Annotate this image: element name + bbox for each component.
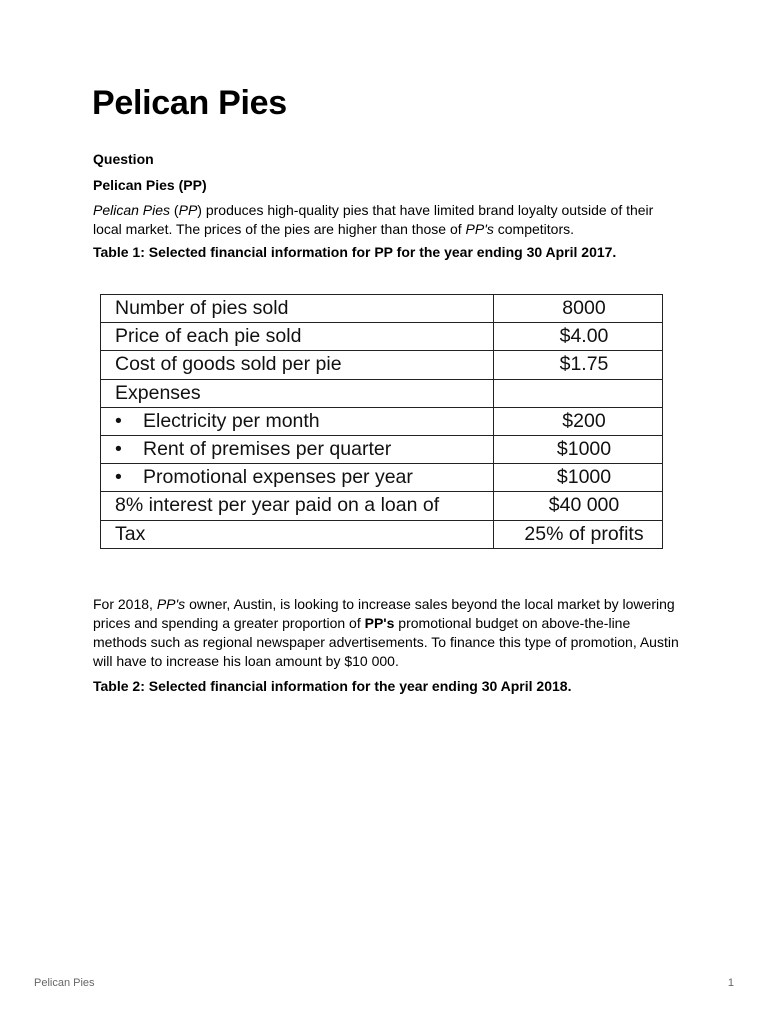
table-cell-value: $1000 [494,464,663,492]
table-cell-label [101,351,494,379]
row-label: Tax [115,522,146,545]
para2-pps-italic: PP's [156,596,186,612]
table-cell-label [101,435,494,463]
table2-caption: Table 2: Selected financial information for the year ending 30 April 2018. [93,678,572,694]
para2-text-2: owner, Austin, is looking to increase sales beyond the local market by lowering prices and spending a greater proportion of [93,596,675,631]
table1-caption: Table 1: Selected financial information for PP for the year ending 30 April 2017. [93,244,617,260]
table-cell-value: 25% of profits [494,520,663,548]
para2-text-3: promotional budget on above-the-line methods such as regional newspaper advertisements. To finance this type of promotion, Austin will have to increase his loan amount by $10 000. [93,615,679,669]
case-subheading: Pelican Pies (PP) [93,177,207,193]
page-title: Pelican Pies [92,84,287,122]
table-row [101,379,663,407]
table-row [101,492,663,520]
intro-open-paren: ( [170,202,179,218]
row-label: Rent of premises per quarter [143,438,392,461]
table-cell-label [101,492,494,520]
row-label: Price of each pie sold [115,325,302,348]
table-cell-value: $200 [494,407,663,435]
table-cell-label [101,379,494,407]
bullet-icon: • [115,409,122,432]
table-cell-label [101,295,494,323]
table-cell-value: $1.75 [494,351,663,379]
para2-text-1: For 2018, [93,596,157,612]
table-row [101,323,663,351]
intro-text-1: ) produces high-quality pies that have limited brand loyalty outside of their local market. The prices of the pies are higher than those of [93,202,654,237]
intro-paragraph [93,201,683,239]
table-cell-value: $40 000 [494,492,663,520]
intro-name: Pelican Pies [93,202,171,218]
table-row [101,464,663,492]
row-label: Electricity per month [143,409,320,432]
table-row [101,435,663,463]
table-cell-label [101,323,494,351]
intro-text-2: competitors. [493,221,575,237]
question-block [93,150,683,262]
table-cell-value: $4.00 [494,323,663,351]
intro-abbr: PP [178,202,198,218]
table-cell-value [494,379,663,407]
bullet-icon: • [115,466,122,489]
table-cell-value: 8000 [494,295,663,323]
para2-pps-bold: PP's [364,615,395,631]
table-row [101,407,663,435]
row-label: Cost of goods sold per pie [115,353,342,376]
row-label: Expenses [115,381,201,404]
table-cell-label [101,407,494,435]
row-label: 8% interest per year paid on a loan of [115,494,440,517]
footer-page-number: 1 [727,977,734,989]
footer-doc-title: Pelican Pies [34,977,95,989]
intro-pps: PP's [465,221,494,237]
bullet-icon: • [115,438,122,461]
table-cell-label [101,520,494,548]
table-cell-value: $1000 [494,435,663,463]
table-row [101,295,663,323]
table-row [101,351,663,379]
paragraph-2018 [93,595,683,671]
table-cell-label [101,464,494,492]
question-label: Question [93,151,154,167]
row-label: Promotional expenses per year [143,466,413,489]
table-row [101,520,663,548]
row-label: Number of pies sold [115,297,289,320]
financial-table-2017 [100,294,663,549]
